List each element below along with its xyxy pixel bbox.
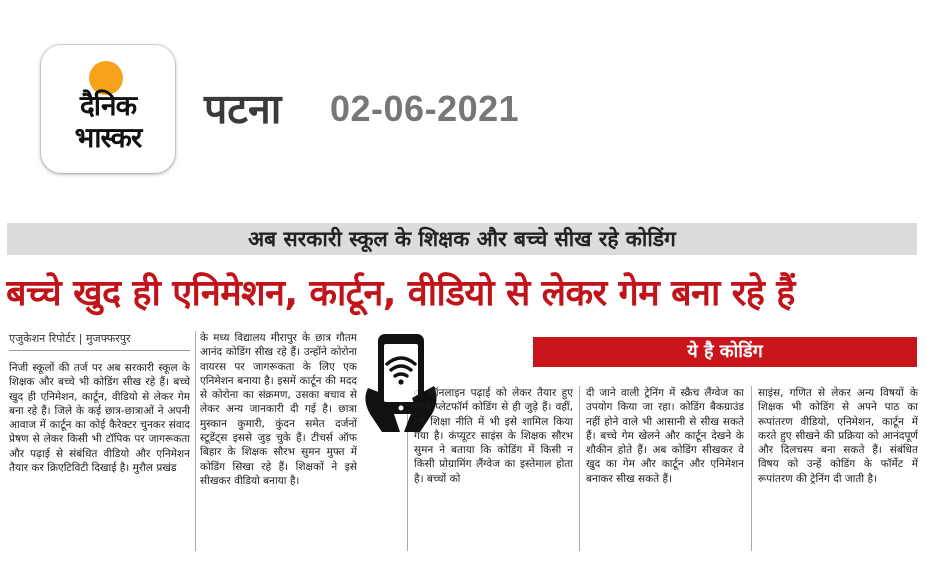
- edition-date: 02-06-2021: [330, 88, 520, 129]
- newspaper-logo: [41, 45, 175, 173]
- article-kicker: अब सरकारी स्कूल के शिक्षक और बच्चे सीख रहे कोडिंग: [248, 227, 676, 251]
- column-divider: [751, 386, 752, 551]
- article-column-3: ः ऑनलाइन पढ़ाई को लेकर तैयार हुए सभी प्लेटफॉर्म कोडिंग से ही जुड़े हैं। वहीं, नई शिक्षा नीति में भी इसे शामिल किया गया है। कंप्यूटर साइंस के शिक्षक सौरभ सुमन ने बताया कि कोडिंग में किसी न किसी प्रोग्रामिंग लैंग्वेज का इस्तेमाल होता है। बच्चों को: [414, 387, 573, 485]
- column-divider: [195, 331, 196, 551]
- byline-divider: [9, 350, 190, 351]
- article-headline: बच्चे खुद ही एनिमेशन, कार्टून, वीडियो से लेकर गेम बना रहे हैं: [6, 273, 795, 314]
- logo-text-line1: दैनिक: [79, 89, 137, 122]
- edition-city: पटना: [204, 85, 282, 133]
- column-divider: [579, 386, 580, 551]
- article-column-5: साइंस, गणित से लेकर अन्य विषयों के शिक्षक भी कोडिंग से अपने पाठ का रूपांतरण वीडियो, एनिमेशन, कार्टून में करते हुए सीखने की प्रक्रिया को आनंदपूर्ण और दिलचस्प बना सकते हैं। संबंधित विषय को उन्हें कोडिंग के फॉर्मेट में रूपांतरण की ट्रेनिंग दी जाती है।: [758, 387, 918, 485]
- article-column-1: निजी स्कूलों की तर्ज पर अब सरकारी स्कूल के शिक्षक और बच्चे भी कोडिंग सीख रहे हैं। बच्चे खुद ही एनिमेशन, कार्टून, वीडियो से लेकर गेम बना रहे हैं। जिले के कई छात्र-छात्राओं ने अपनी आवाज में कार्टून का कोई कैरेक्टर चुनकर संवाद प्रेषण से लेकर किसी भी टॉपिक पर जागरूकता और पढ़ाई से संबंधित वीडियो और एनिमेशन तैयार कर क्रिएटिविटी दिखाई है। मुराैल प्रखंड: [9, 362, 190, 475]
- article-byline: एजुकेशन रिपोर्टर | मुजफ्फरपुर: [9, 332, 131, 345]
- article-column-4: दी जाने वाली ट्रेनिंग में स्क्रैच लैंग्वेज का उपयोग किया जा रहा। कोडिंग बैकग्राउंड नहीं होने वाले भी आसानी से सीख सकते हैं। बच्चे गेम खेलने और कार्टून देखने के शौकीन होते हैं। अब कोडिंग सीखकर वे खुद का गेम और कार्टून और एनिमेशन बनाकर सीख सकते हैं।: [586, 387, 744, 485]
- logo-text-line2: भास्कर: [74, 121, 142, 154]
- article-column-2: के मध्य विद्यालय मीरापुर के छात्र गौतम आनंद कोडिंग सीख रहे हैं। उन्होंने कोरोना वायरस पर जागरूकता के लिए एक एनिमेशन बनाया है। इसमें कार्टून की मदद से कोरोना का संक्रमण, उसका बचाव से लेकर अन्य जानकारी दी गई है। छात्रा मुस्कान कुमारी, कुंदन समेत दर्जनों स्टूडेंट्स इससे जुड़ चुके हैं। टीचर्स ऑफ बिहार के शिक्षक सौरभ सुमन मुफ्त में कोडिंग सिखा रहे हैं। शिक्षकों ने इसे सीखकर वीडियो बनाया है।: [200, 332, 357, 487]
- box-title: ये है कोडिंग: [687, 341, 763, 362]
